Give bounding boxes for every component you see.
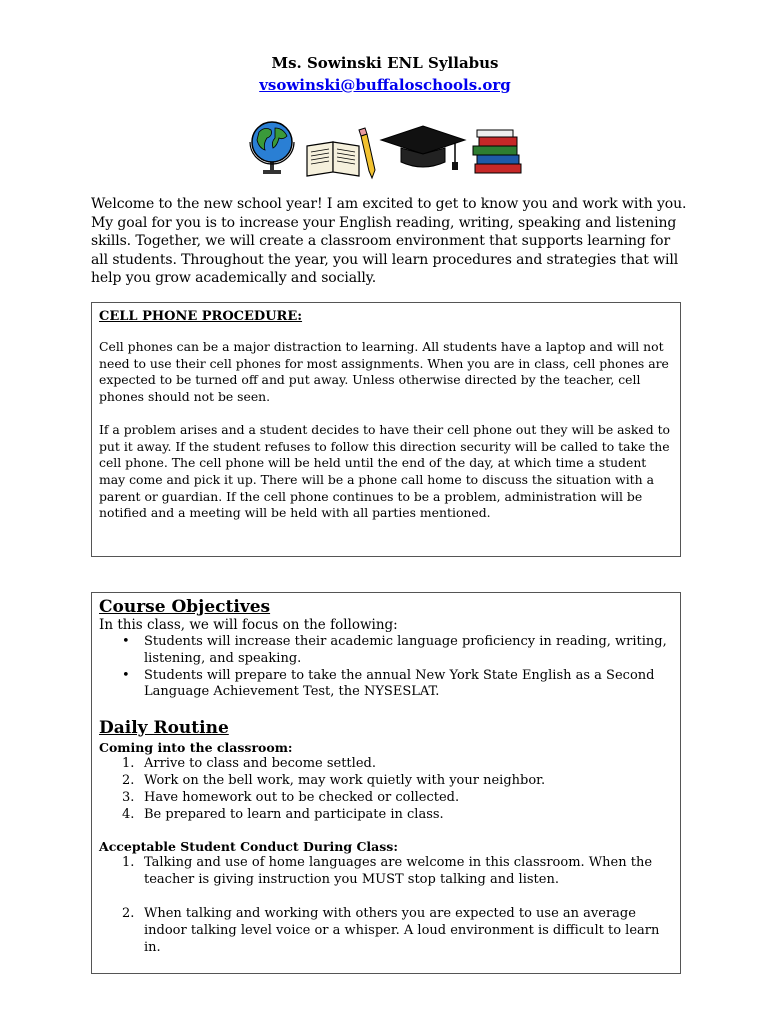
globe-icon <box>250 122 294 174</box>
intro-paragraph: Welcome to the new school year! I am excited to get to know you and work with you. My goal for you is to increase your English reading, writing, speaking and listening skills. Together, we will create a classroom environment that supports learning for all students. Throughout the year, you will learn procedures and strategies that will help you grow academically and socially. <box>91 196 687 287</box>
bullet-marker: • <box>122 667 130 683</box>
coming-in-label: Coming into the classroom: <box>99 740 293 756</box>
list-item: • Students will prepare to take the annual New York State English as a Second Language Achievement Test, the NYSESLAT. <box>122 667 655 700</box>
course-objectives-heading: Course Objectives <box>99 597 271 617</box>
stacked-books-icon <box>473 130 521 173</box>
course-objectives-lead: In this class, we will focus on the following: <box>99 617 398 633</box>
email-link[interactable]: vsowinski@buffaloschools.org <box>259 76 511 94</box>
objectives-list <box>99 634 674 701</box>
conduct-label: Acceptable Student Conduct During Class: <box>99 839 398 855</box>
clipart-strip <box>245 118 535 180</box>
list-item: 4. Be prepared to learn and participate in class. <box>122 806 444 822</box>
list-item: 1. Talking and use of home languages are welcome in this classroom. When the teacher is giving instruction you MUST stop talking and listen. <box>122 855 653 888</box>
conduct-list <box>99 855 674 956</box>
list-item: 1. Arrive to class and become settled. <box>122 756 376 772</box>
bullet-marker: • <box>122 634 130 649</box>
list-item: 2. Work on the bell work, may work quietly with your neighbor. <box>122 772 546 788</box>
page-title: Ms. Sowinski ENL Syllabus <box>271 54 499 72</box>
daily-routine-heading: Daily Routine <box>99 718 229 739</box>
list-item: • Students will increase their academic language proficiency in reading, writing, listening, and speaking. <box>122 634 667 666</box>
course-info-box <box>91 592 681 974</box>
cell-phone-heading: CELL PHONE PROCEDURE: <box>99 309 303 324</box>
email-line <box>0 76 770 94</box>
pencil-icon <box>359 128 375 178</box>
cell-phone-procedure-box <box>91 302 681 557</box>
graduation-cap-icon <box>381 126 465 170</box>
list-item: 2. When talking and working with others you are expected to use an average indoor talking level voice or a whisper. A loud environment is difficult to learn in. <box>122 905 660 955</box>
list-item: 3. Have homework out to be checked or collected. <box>122 789 460 805</box>
open-book-icon <box>307 142 359 176</box>
cell-phone-paragraph: Cell phones can be a major distraction to learning. All students have a laptop and will not need to use their cell phones for most assignments. When you are in class, cell phones are expected to be turned off and put away. Unless otherwise directed by the teacher, cell phones should not be seen. <box>99 339 669 405</box>
cell-phone-paragraph: If a problem arises and a student decides to have their cell phone out they will be asked to put it away. If the student refuses to follow this direction security will be called to take the cell phone. The cell phone will be held until the end of the day, at which time a student may come and pick it up. There will be a phone call home to discuss the situation with a parent or guardian. If the cell phone continues to be a problem, administration will be notified and a meeting will be held with all parties mentioned. <box>99 421 671 521</box>
coming-in-list <box>99 756 674 823</box>
